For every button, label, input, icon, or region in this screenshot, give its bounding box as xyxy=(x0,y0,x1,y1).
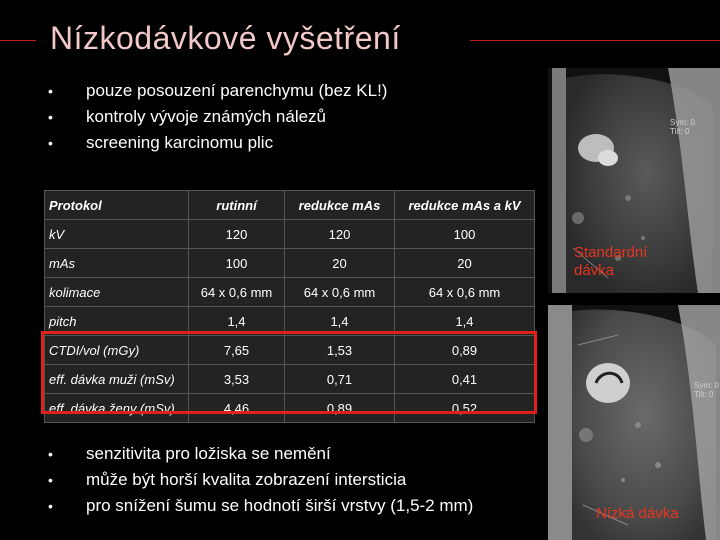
table-row xyxy=(45,278,535,307)
table-cell: 3,53 xyxy=(189,365,285,394)
ct-meta-text xyxy=(670,118,695,136)
table-cell: 64 x 0,6 mm xyxy=(285,278,395,307)
row-label: eff. dávka ženy (mSv) xyxy=(45,394,189,423)
ct-image-standard-dose xyxy=(548,68,720,293)
bullet-text: pro snížení šumu se hodnotí širší vrstvy (1,5-2 mm) xyxy=(86,496,474,515)
table-header-row xyxy=(45,191,535,220)
bullet-item xyxy=(48,467,473,493)
bullet-item xyxy=(48,78,387,104)
table-row xyxy=(45,249,535,278)
table-cell: 1,53 xyxy=(285,336,395,365)
bullet-text: kontroly vývoje známých nálezů xyxy=(86,107,327,126)
table-cell: 100 xyxy=(395,220,535,249)
table-row xyxy=(45,307,535,336)
table-cell: 100 xyxy=(189,249,285,278)
row-label: kV xyxy=(45,220,189,249)
table-cell: 0,71 xyxy=(285,365,395,394)
ct-image-low-dose xyxy=(548,305,720,540)
table-cell: 1,4 xyxy=(285,307,395,336)
header-cell: rutinní xyxy=(189,191,285,220)
bottom-bullet-list xyxy=(48,441,473,519)
table-cell: 0,89 xyxy=(395,336,535,365)
title-rule-right xyxy=(470,40,720,41)
ct-caption-standard xyxy=(574,244,647,280)
bullet-text: může být horší kvalita zobrazení intersticia xyxy=(86,470,407,489)
row-label: pitch xyxy=(45,307,189,336)
bullet-item xyxy=(48,441,473,467)
ct-meta-line: Tilt: 0 xyxy=(694,390,714,399)
bullet-dot-icon: • xyxy=(48,83,53,99)
table-row xyxy=(45,336,535,365)
table-cell: 7,65 xyxy=(189,336,285,365)
title-rule-left xyxy=(0,40,36,41)
protocol-table xyxy=(44,190,535,423)
ct-meta-text xyxy=(694,381,719,399)
bullet-text: pouze posouzení parenchymu (bez KL!) xyxy=(86,81,388,100)
ct-meta-line: Sym: 0 xyxy=(694,381,719,390)
table-cell: 120 xyxy=(285,220,395,249)
header-cell: redukce mAs a kV xyxy=(395,191,535,220)
table-cell: 64 x 0,6 mm xyxy=(189,278,285,307)
table-cell: 20 xyxy=(285,249,395,278)
table-cell: 1,4 xyxy=(189,307,285,336)
table-cell: 4,46 xyxy=(189,394,285,423)
bullet-item xyxy=(48,104,387,130)
row-label: CTDI/vol (mGy) xyxy=(45,336,189,365)
caption-line: Standardní xyxy=(574,244,648,261)
table-cell: 120 xyxy=(189,220,285,249)
bullet-dot-icon: • xyxy=(48,472,53,488)
bullet-item xyxy=(48,493,473,519)
bullet-text: senzitivita pro ložiska se nemění xyxy=(86,444,331,463)
ct-meta-line: Sym: 0 xyxy=(670,118,695,127)
table-cell: 0,41 xyxy=(395,365,535,394)
table-cell: 20 xyxy=(395,249,535,278)
table-row xyxy=(45,394,535,423)
table-cell: 64 x 0,6 mm xyxy=(395,278,535,307)
table-cell: 0,52 xyxy=(395,394,535,423)
bullet-dot-icon: • xyxy=(48,446,53,462)
row-label: eff. dávka muži (mSv) xyxy=(45,365,189,394)
row-label: mAs xyxy=(45,249,189,278)
table-row xyxy=(45,365,535,394)
bullet-dot-icon: • xyxy=(48,498,53,514)
header-cell: Protokol xyxy=(45,191,189,220)
row-label: kolimace xyxy=(45,278,189,307)
bullet-dot-icon: • xyxy=(48,135,53,151)
bullet-item xyxy=(48,130,387,156)
top-bullet-list xyxy=(48,78,387,156)
bullet-dot-icon: • xyxy=(48,109,53,125)
slide-title: Nízkodávkové vyšetření xyxy=(50,20,401,56)
caption-line: dávka xyxy=(574,262,615,279)
table-row xyxy=(45,220,535,249)
bullet-text: screening karcinomu plic xyxy=(86,133,274,152)
table-cell: 0,89 xyxy=(285,394,395,423)
table-cell: 1,4 xyxy=(395,307,535,336)
header-cell: redukce mAs xyxy=(285,191,395,220)
ct-meta-line: Tilt: 0 xyxy=(670,127,690,136)
ct-caption-low: Nízká dávka xyxy=(596,505,679,522)
